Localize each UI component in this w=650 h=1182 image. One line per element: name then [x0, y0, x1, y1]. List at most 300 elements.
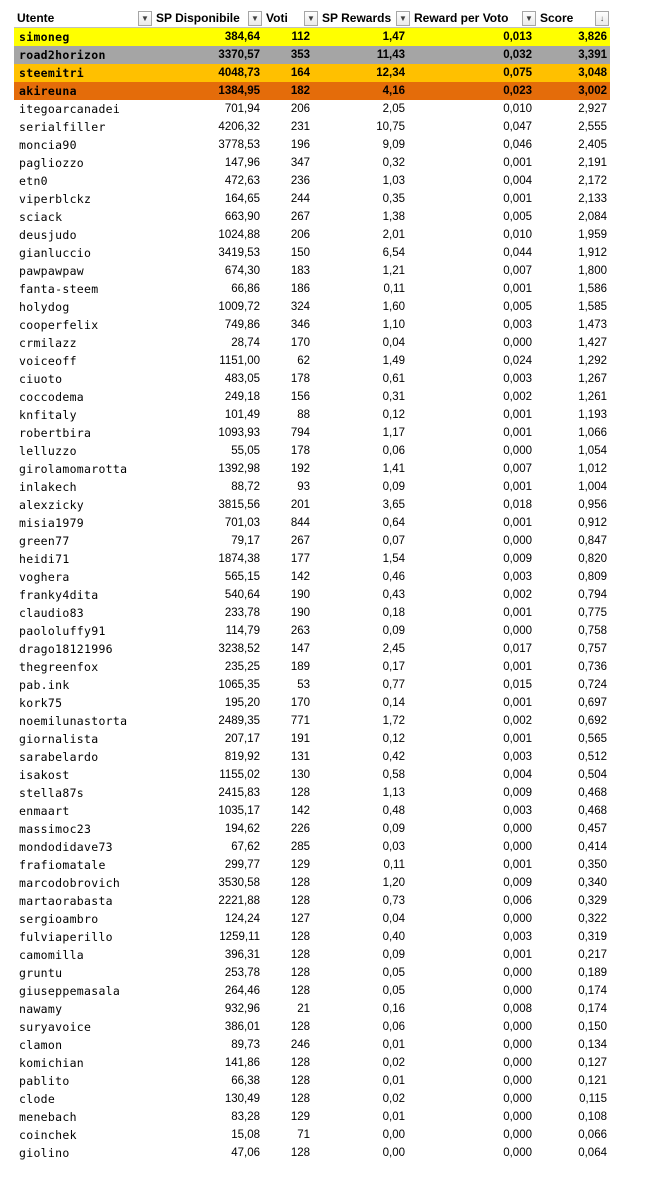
table-row[interactable] — [14, 874, 610, 892]
cell-utente[interactable]: thegreenfox — [19, 660, 99, 674]
cell-voti[interactable]: 190 — [290, 589, 310, 601]
cell-sp-rewards[interactable]: 0,35 — [382, 193, 405, 205]
table-row[interactable] — [14, 658, 610, 676]
table-row[interactable] — [14, 1126, 610, 1144]
cell-voti[interactable]: 164 — [290, 67, 310, 79]
cell-utente[interactable]: holydog — [19, 300, 70, 314]
cell-utente[interactable]: inlakech — [19, 480, 77, 494]
cell-reward-per-voto[interactable]: 0,023 — [503, 85, 532, 97]
cell-reward-per-voto[interactable]: 0,003 — [503, 751, 532, 763]
cell-voti[interactable]: 206 — [290, 229, 310, 241]
table-row[interactable] — [14, 244, 610, 262]
cell-utente[interactable]: voiceoff — [19, 354, 77, 368]
cell-reward-per-voto[interactable]: 0,007 — [503, 463, 532, 475]
table-row[interactable] — [14, 892, 610, 910]
table-row[interactable] — [14, 838, 610, 856]
cell-sp-disponibile[interactable]: 674,30 — [224, 265, 260, 277]
cell-score[interactable]: 2,133 — [578, 193, 607, 205]
cell-reward-per-voto[interactable]: 0,003 — [503, 805, 532, 817]
cell-utente[interactable]: pablito — [19, 1074, 70, 1088]
cell-sp-rewards[interactable]: 0,32 — [382, 157, 405, 169]
table-row[interactable] — [14, 298, 610, 316]
table-row[interactable] — [14, 820, 610, 838]
cell-voti[interactable]: 170 — [290, 697, 310, 709]
cell-sp-rewards[interactable]: 0,01 — [382, 1039, 405, 1051]
cell-sp-rewards[interactable]: 0,09 — [382, 823, 405, 835]
cell-voti[interactable]: 844 — [290, 517, 310, 529]
cell-score[interactable]: 0,174 — [578, 985, 607, 997]
cell-score[interactable]: 1,054 — [578, 445, 607, 457]
cell-voti[interactable]: 130 — [290, 769, 310, 781]
filter-dropdown-icon[interactable]: ▼ — [248, 11, 262, 26]
cell-sp-rewards[interactable]: 0,00 — [382, 1147, 405, 1159]
cell-reward-per-voto[interactable]: 0,000 — [503, 913, 532, 925]
cell-sp-rewards[interactable]: 0,73 — [382, 895, 405, 907]
cell-sp-disponibile[interactable]: 207,17 — [224, 733, 260, 745]
cell-score[interactable]: 0,189 — [578, 967, 607, 979]
cell-reward-per-voto[interactable]: 0,000 — [503, 625, 532, 637]
table-row[interactable] — [14, 460, 610, 478]
cell-reward-per-voto[interactable]: 0,001 — [503, 607, 532, 619]
cell-voti[interactable]: 267 — [290, 211, 310, 223]
cell-sp-rewards[interactable]: 0,18 — [382, 607, 405, 619]
cell-reward-per-voto[interactable]: 0,004 — [503, 769, 532, 781]
cell-voti[interactable]: 88 — [297, 409, 310, 421]
cell-sp-disponibile[interactable]: 147,96 — [224, 157, 260, 169]
cell-reward-per-voto[interactable]: 0,000 — [503, 985, 532, 997]
table-row[interactable] — [14, 1000, 610, 1018]
cell-score[interactable]: 0,108 — [578, 1111, 607, 1123]
cell-reward-per-voto[interactable]: 0,001 — [503, 661, 532, 673]
cell-reward-per-voto[interactable]: 0,009 — [503, 877, 532, 889]
table-row[interactable] — [14, 910, 610, 928]
cell-sp-disponibile[interactable]: 483,05 — [224, 373, 260, 385]
cell-score[interactable]: 2,405 — [578, 139, 607, 151]
cell-sp-rewards[interactable]: 1,13 — [382, 787, 405, 799]
cell-sp-disponibile[interactable]: 384,64 — [224, 31, 260, 43]
table-row[interactable] — [14, 190, 610, 208]
table-row[interactable] — [14, 154, 610, 172]
cell-utente[interactable]: sciack — [19, 210, 63, 224]
cell-score[interactable]: 1,004 — [578, 481, 607, 493]
cell-utente[interactable]: menebach — [19, 1110, 77, 1124]
cell-score[interactable]: 0,457 — [578, 823, 607, 835]
cell-voti[interactable]: 192 — [290, 463, 310, 475]
cell-voti[interactable]: 324 — [290, 301, 310, 313]
cell-reward-per-voto[interactable]: 0,000 — [503, 1093, 532, 1105]
cell-voti[interactable]: 190 — [290, 607, 310, 619]
cell-sp-rewards[interactable]: 0,06 — [382, 1021, 405, 1033]
cell-score[interactable]: 2,084 — [578, 211, 607, 223]
cell-voti[interactable]: 263 — [290, 625, 310, 637]
table-row[interactable] — [14, 532, 610, 550]
cell-sp-rewards[interactable]: 0,05 — [382, 967, 405, 979]
table-row[interactable] — [14, 100, 610, 118]
cell-sp-disponibile[interactable]: 3778,53 — [218, 139, 260, 151]
table-row[interactable] — [14, 64, 610, 82]
cell-utente[interactable]: paololuffy91 — [19, 624, 106, 638]
cell-utente[interactable]: voghera — [19, 570, 70, 584]
cell-sp-disponibile[interactable]: 1874,38 — [218, 553, 260, 565]
cell-utente[interactable]: pab.ink — [19, 678, 70, 692]
cell-score[interactable]: 3,048 — [578, 67, 607, 79]
cell-score[interactable]: 0,956 — [578, 499, 607, 511]
cell-reward-per-voto[interactable]: 0,000 — [503, 1129, 532, 1141]
cell-voti[interactable]: 196 — [290, 139, 310, 151]
cell-reward-per-voto[interactable]: 0,001 — [503, 697, 532, 709]
cell-reward-per-voto[interactable]: 0,000 — [503, 445, 532, 457]
cell-voti[interactable]: 128 — [290, 895, 310, 907]
cell-utente[interactable]: akireuna — [19, 84, 77, 98]
cell-sp-disponibile[interactable]: 1155,02 — [219, 769, 260, 781]
cell-utente[interactable]: road2horizon — [19, 48, 106, 62]
cell-sp-disponibile[interactable]: 1035,17 — [218, 805, 260, 817]
cell-voti[interactable]: 191 — [290, 733, 310, 745]
cell-score[interactable]: 0,736 — [578, 661, 607, 673]
cell-sp-disponibile[interactable]: 1065,35 — [218, 679, 260, 691]
cell-score[interactable]: 0,329 — [578, 895, 607, 907]
cell-sp-disponibile[interactable]: 89,73 — [231, 1039, 260, 1051]
table-row[interactable] — [14, 1054, 610, 1072]
cell-score[interactable]: 0,775 — [578, 607, 607, 619]
table-row[interactable] — [14, 1036, 610, 1054]
cell-reward-per-voto[interactable]: 0,075 — [503, 67, 532, 79]
table-row[interactable] — [14, 748, 610, 766]
cell-sp-rewards[interactable]: 0,12 — [382, 733, 405, 745]
cell-sp-rewards[interactable]: 0,02 — [382, 1057, 405, 1069]
cell-sp-disponibile[interactable]: 1259,11 — [219, 931, 260, 943]
table-row[interactable] — [14, 568, 610, 586]
cell-utente[interactable]: nawamy — [19, 1002, 63, 1016]
cell-reward-per-voto[interactable]: 0,003 — [503, 931, 532, 943]
cell-utente[interactable]: massimoc23 — [19, 822, 92, 836]
cell-sp-disponibile[interactable]: 749,86 — [224, 319, 260, 331]
cell-voti[interactable]: 231 — [290, 121, 310, 133]
cell-voti[interactable]: 178 — [290, 445, 310, 457]
cell-voti[interactable]: 128 — [290, 1147, 310, 1159]
cell-utente[interactable]: itegoarcanadei — [19, 102, 121, 116]
table-row[interactable] — [14, 982, 610, 1000]
cell-score[interactable]: 0,724 — [578, 679, 607, 691]
cell-score[interactable]: 0,066 — [578, 1129, 607, 1141]
cell-sp-rewards[interactable]: 9,09 — [382, 139, 405, 151]
cell-utente[interactable]: gruntu — [19, 966, 63, 980]
cell-sp-disponibile[interactable]: 249,18 — [224, 391, 260, 403]
cell-utente[interactable]: camomilla — [19, 948, 85, 962]
cell-score[interactable]: 0,319 — [578, 931, 607, 943]
table-row[interactable] — [14, 1018, 610, 1036]
cell-reward-per-voto[interactable]: 0,001 — [503, 157, 532, 169]
cell-reward-per-voto[interactable]: 0,044 — [503, 247, 532, 259]
cell-reward-per-voto[interactable]: 0,000 — [503, 1147, 532, 1159]
cell-sp-rewards[interactable]: 0,42 — [382, 751, 405, 763]
cell-voti[interactable]: 128 — [290, 931, 310, 943]
cell-reward-per-voto[interactable]: 0,000 — [503, 535, 532, 547]
filter-dropdown-icon[interactable]: ▼ — [396, 11, 410, 26]
cell-sp-rewards[interactable]: 0,00 — [382, 1129, 405, 1141]
column-header-sp-rewards[interactable] — [319, 9, 411, 27]
cell-sp-disponibile[interactable]: 2221,88 — [218, 895, 260, 907]
table-row[interactable] — [14, 550, 610, 568]
cell-voti[interactable]: 128 — [290, 1021, 310, 1033]
cell-utente[interactable]: alexzicky — [19, 498, 85, 512]
cell-sp-disponibile[interactable]: 540,64 — [224, 589, 260, 601]
cell-sp-rewards[interactable]: 3,65 — [382, 499, 405, 511]
cell-sp-disponibile[interactable]: 88,72 — [231, 481, 260, 493]
cell-utente[interactable]: claudio83 — [19, 606, 85, 620]
cell-voti[interactable]: 346 — [290, 319, 310, 331]
cell-voti[interactable]: 206 — [290, 103, 310, 115]
cell-sp-disponibile[interactable]: 3815,56 — [218, 499, 260, 511]
cell-voti[interactable]: 226 — [290, 823, 310, 835]
cell-utente[interactable]: frafiomatale — [19, 858, 106, 872]
cell-sp-rewards[interactable]: 0,05 — [382, 985, 405, 997]
cell-utente[interactable]: giuseppemasala — [19, 984, 121, 998]
cell-score[interactable]: 0,565 — [578, 733, 607, 745]
cell-sp-disponibile[interactable]: 3370,57 — [218, 49, 260, 61]
cell-utente[interactable]: pagliozzo — [19, 156, 85, 170]
cell-voti[interactable]: 186 — [290, 283, 310, 295]
cell-voti[interactable]: 794 — [290, 427, 310, 439]
cell-sp-disponibile[interactable]: 55,05 — [231, 445, 260, 457]
cell-utente[interactable]: deusjudo — [19, 228, 77, 242]
cell-score[interactable]: 0,692 — [578, 715, 607, 727]
cell-score[interactable]: 1,267 — [578, 373, 607, 385]
cell-score[interactable]: 0,121 — [578, 1075, 607, 1087]
table-row[interactable] — [14, 802, 610, 820]
cell-sp-disponibile[interactable]: 3530,58 — [218, 877, 260, 889]
cell-sp-rewards[interactable]: 0,11 — [383, 859, 405, 871]
cell-voti[interactable]: 150 — [290, 247, 310, 259]
cell-sp-rewards[interactable]: 0,01 — [382, 1075, 405, 1087]
cell-utente[interactable]: serialfiller — [19, 120, 106, 134]
cell-score[interactable]: 1,292 — [578, 355, 607, 367]
table-row[interactable] — [14, 478, 610, 496]
cell-voti[interactable]: 246 — [290, 1039, 310, 1051]
cell-reward-per-voto[interactable]: 0,007 — [503, 265, 532, 277]
cell-reward-per-voto[interactable]: 0,005 — [503, 211, 532, 223]
cell-voti[interactable]: 127 — [290, 913, 310, 925]
table-row[interactable] — [14, 334, 610, 352]
cell-utente[interactable]: girolamomarotta — [19, 462, 128, 476]
cell-sp-rewards[interactable]: 1,38 — [382, 211, 405, 223]
cell-sp-rewards[interactable]: 2,45 — [382, 643, 405, 655]
cell-sp-disponibile[interactable]: 701,94 — [224, 103, 260, 115]
cell-reward-per-voto[interactable]: 0,047 — [503, 121, 532, 133]
cell-sp-rewards[interactable]: 0,43 — [382, 589, 405, 601]
cell-sp-disponibile[interactable]: 4206,32 — [218, 121, 260, 133]
cell-reward-per-voto[interactable]: 0,024 — [503, 355, 532, 367]
cell-utente[interactable]: crmilazz — [19, 336, 77, 350]
cell-sp-disponibile[interactable]: 299,77 — [224, 859, 260, 871]
cell-reward-per-voto[interactable]: 0,001 — [503, 859, 532, 871]
cell-sp-disponibile[interactable]: 141,86 — [224, 1057, 260, 1069]
cell-utente[interactable]: knfitaly — [19, 408, 77, 422]
cell-sp-disponibile[interactable]: 932,96 — [224, 1003, 260, 1015]
cell-reward-per-voto[interactable]: 0,002 — [503, 589, 532, 601]
cell-sp-rewards[interactable]: 0,04 — [382, 337, 405, 349]
cell-sp-rewards[interactable]: 0,12 — [382, 409, 405, 421]
cell-sp-disponibile[interactable]: 164,65 — [224, 193, 260, 205]
table-row[interactable] — [14, 316, 610, 334]
cell-reward-per-voto[interactable]: 0,003 — [503, 319, 532, 331]
cell-reward-per-voto[interactable]: 0,000 — [503, 823, 532, 835]
table-row[interactable] — [14, 172, 610, 190]
cell-sp-disponibile[interactable]: 114,79 — [225, 625, 260, 637]
table-row[interactable] — [14, 226, 610, 244]
table-row[interactable] — [14, 766, 610, 784]
cell-voti[interactable]: 156 — [290, 391, 310, 403]
cell-utente[interactable]: kork75 — [19, 696, 63, 710]
cell-sp-disponibile[interactable]: 67,62 — [231, 841, 260, 853]
cell-utente[interactable]: sarabelardo — [19, 750, 99, 764]
cell-utente[interactable]: coinchek — [19, 1128, 77, 1142]
cell-score[interactable]: 0,150 — [578, 1021, 607, 1033]
cell-score[interactable]: 3,826 — [578, 31, 607, 43]
column-header-reward-per-voto[interactable] — [411, 9, 537, 27]
cell-score[interactable]: 2,555 — [578, 121, 607, 133]
table-row[interactable] — [14, 388, 610, 406]
cell-sp-disponibile[interactable]: 663,90 — [224, 211, 260, 223]
cell-sp-rewards[interactable]: 0,46 — [382, 571, 405, 583]
cell-voti[interactable]: 201 — [290, 499, 310, 511]
cell-score[interactable]: 2,172 — [578, 175, 607, 187]
cell-sp-rewards[interactable]: 11,43 — [376, 49, 405, 61]
cell-sp-rewards[interactable]: 0,11 — [383, 283, 405, 295]
cell-voti[interactable]: 128 — [290, 787, 310, 799]
table-row[interactable] — [14, 1072, 610, 1090]
cell-reward-per-voto[interactable]: 0,001 — [503, 283, 532, 295]
table-row[interactable] — [14, 136, 610, 154]
cell-reward-per-voto[interactable]: 0,004 — [503, 175, 532, 187]
cell-utente[interactable]: fanta-steem — [19, 282, 99, 296]
table-row[interactable] — [14, 118, 610, 136]
filter-dropdown-icon[interactable]: ▼ — [304, 11, 318, 26]
cell-score[interactable]: 0,134 — [578, 1039, 607, 1051]
cell-utente[interactable]: stella87s — [19, 786, 85, 800]
cell-sp-rewards[interactable]: 0,77 — [382, 679, 405, 691]
cell-utente[interactable]: ciuoto — [19, 372, 63, 386]
cell-score[interactable]: 1,473 — [578, 319, 607, 331]
table-row[interactable] — [14, 586, 610, 604]
table-row[interactable] — [14, 514, 610, 532]
cell-voti[interactable]: 177 — [290, 553, 310, 565]
cell-sp-rewards[interactable]: 1,54 — [382, 553, 405, 565]
table-row[interactable] — [14, 424, 610, 442]
cell-voti[interactable]: 189 — [290, 661, 310, 673]
cell-sp-disponibile[interactable]: 28,74 — [231, 337, 260, 349]
cell-reward-per-voto[interactable]: 0,015 — [503, 679, 532, 691]
cell-utente[interactable]: giolino — [19, 1146, 70, 1160]
cell-sp-rewards[interactable]: 1,10 — [382, 319, 405, 331]
cell-sp-rewards[interactable]: 1,21 — [382, 265, 405, 277]
cell-voti[interactable]: 347 — [290, 157, 310, 169]
cell-sp-rewards[interactable]: 1,49 — [382, 355, 405, 367]
cell-sp-rewards[interactable]: 1,60 — [382, 301, 405, 313]
table-row[interactable] — [14, 280, 610, 298]
cell-sp-rewards[interactable]: 12,34 — [376, 67, 405, 79]
cell-reward-per-voto[interactable]: 0,018 — [503, 499, 532, 511]
cell-sp-disponibile[interactable]: 2415,83 — [218, 787, 260, 799]
cell-reward-per-voto[interactable]: 0,000 — [503, 841, 532, 853]
cell-voti[interactable]: 93 — [297, 481, 310, 493]
cell-score[interactable]: 1,585 — [578, 301, 607, 313]
cell-sp-disponibile[interactable]: 701,03 — [224, 517, 260, 529]
cell-sp-rewards[interactable]: 2,05 — [382, 103, 405, 115]
cell-reward-per-voto[interactable]: 0,001 — [503, 193, 532, 205]
cell-voti[interactable]: 129 — [290, 1111, 310, 1123]
cell-reward-per-voto[interactable]: 0,005 — [503, 301, 532, 313]
cell-score[interactable]: 3,391 — [578, 49, 607, 61]
cell-utente[interactable]: noemilunastorta — [19, 714, 128, 728]
cell-sp-rewards[interactable]: 0,01 — [382, 1111, 405, 1123]
cell-utente[interactable]: lelluzzo — [19, 444, 77, 458]
cell-score[interactable]: 0,468 — [578, 805, 607, 817]
cell-score[interactable]: 1,959 — [578, 229, 607, 241]
cell-sp-disponibile[interactable]: 1024,88 — [218, 229, 260, 241]
cell-sp-disponibile[interactable]: 235,25 — [224, 661, 260, 673]
table-row[interactable] — [14, 622, 610, 640]
cell-score[interactable]: 0,217 — [578, 949, 607, 961]
cell-voti[interactable]: 236 — [290, 175, 310, 187]
cell-sp-disponibile[interactable]: 79,17 — [231, 535, 260, 547]
table-row[interactable] — [14, 496, 610, 514]
cell-utente[interactable]: gianluccio — [19, 246, 92, 260]
cell-utente[interactable]: clode — [19, 1092, 56, 1106]
cell-sp-disponibile[interactable]: 3238,52 — [218, 643, 260, 655]
cell-sp-rewards[interactable]: 0,02 — [382, 1093, 405, 1105]
cell-score[interactable]: 1,066 — [578, 427, 607, 439]
cell-voti[interactable]: 183 — [290, 265, 310, 277]
table-row[interactable] — [14, 28, 610, 46]
column-header-sp-disponibile[interactable] — [153, 9, 263, 27]
cell-score[interactable]: 1,012 — [578, 463, 607, 475]
cell-voti[interactable]: 71 — [297, 1129, 310, 1141]
cell-score[interactable]: 0,322 — [578, 913, 607, 925]
cell-reward-per-voto[interactable]: 0,001 — [503, 427, 532, 439]
cell-reward-per-voto[interactable]: 0,006 — [503, 895, 532, 907]
cell-score[interactable]: 2,927 — [578, 103, 607, 115]
cell-voti[interactable]: 128 — [290, 949, 310, 961]
cell-reward-per-voto[interactable]: 0,008 — [503, 1003, 532, 1015]
cell-reward-per-voto[interactable]: 0,001 — [503, 517, 532, 529]
table-row[interactable] — [14, 1144, 610, 1162]
cell-reward-per-voto[interactable]: 0,000 — [503, 1075, 532, 1087]
cell-score[interactable]: 1,427 — [578, 337, 607, 349]
cell-utente[interactable]: robertbira — [19, 426, 92, 440]
cell-utente[interactable]: suryavoice — [19, 1020, 92, 1034]
table-row[interactable] — [14, 730, 610, 748]
cell-score[interactable]: 1,912 — [578, 247, 607, 259]
cell-voti[interactable]: 147 — [290, 643, 310, 655]
cell-sp-disponibile[interactable]: 386,01 — [224, 1021, 260, 1033]
cell-sp-rewards[interactable]: 1,17 — [382, 427, 405, 439]
cell-sp-rewards[interactable]: 0,09 — [382, 949, 405, 961]
cell-utente[interactable]: clamon — [19, 1038, 63, 1052]
cell-voti[interactable]: 285 — [290, 841, 310, 853]
cell-sp-disponibile[interactable]: 472,63 — [224, 175, 260, 187]
cell-sp-rewards[interactable]: 1,72 — [382, 715, 405, 727]
cell-utente[interactable]: komichian — [19, 1056, 85, 1070]
column-header-score[interactable] — [537, 9, 610, 27]
table-row[interactable] — [14, 856, 610, 874]
cell-utente[interactable]: moncia90 — [19, 138, 77, 152]
cell-sp-disponibile[interactable]: 253,78 — [224, 967, 260, 979]
table-row[interactable] — [14, 784, 610, 802]
cell-reward-per-voto[interactable]: 0,013 — [503, 31, 532, 43]
cell-sp-rewards[interactable]: 0,31 — [382, 391, 405, 403]
cell-score[interactable]: 0,820 — [578, 553, 607, 565]
